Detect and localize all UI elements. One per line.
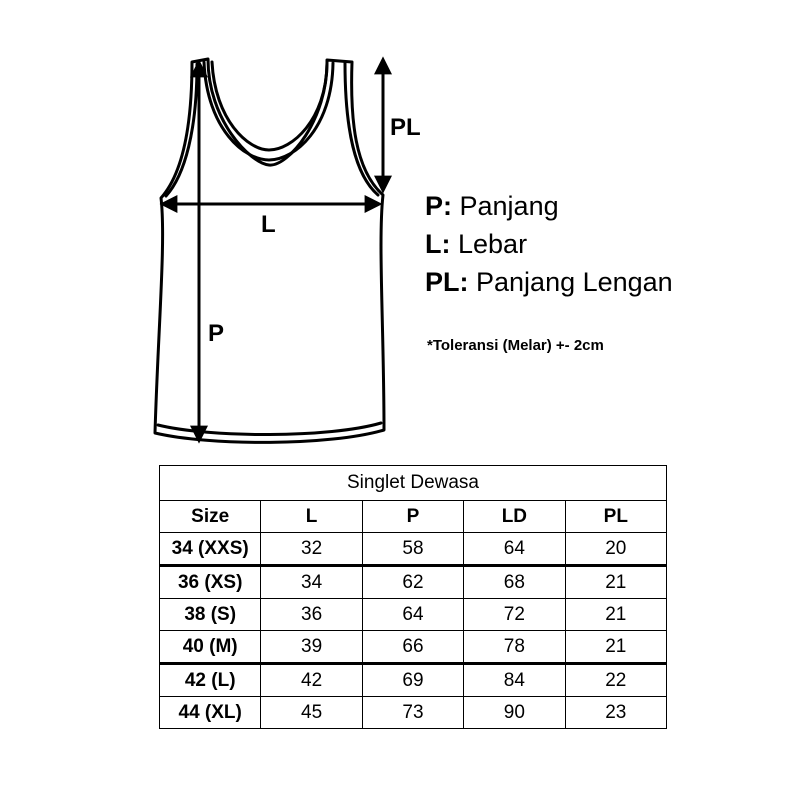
size-cell: 40 (M) [160, 631, 261, 664]
legend-text: Lebar [458, 229, 528, 259]
table-row [160, 566, 667, 599]
legend-key: L: [425, 229, 451, 259]
l-cell: 34 [261, 566, 362, 599]
singlet-outline [155, 59, 384, 442]
p-cell: 58 [362, 533, 463, 566]
pl-cell: 21 [565, 631, 666, 664]
table-row [160, 599, 667, 631]
l-cell: 42 [261, 664, 362, 697]
size-table [159, 465, 667, 729]
ld-cell: 78 [464, 631, 565, 664]
table-row [160, 533, 667, 566]
header-pl: PL [565, 501, 666, 533]
l-cell: 32 [261, 533, 362, 566]
size-cell: 44 (XL) [160, 697, 261, 729]
size-cell: 34 (XXS) [160, 533, 261, 566]
p-cell: 69 [362, 664, 463, 697]
size-cell: 36 (XS) [160, 566, 261, 599]
table-row [160, 631, 667, 664]
measurement-arrows [163, 60, 383, 440]
legend-text: Panjang Lengan [476, 267, 673, 297]
header-l: L [261, 501, 362, 533]
table-row [160, 697, 667, 729]
legend-key: PL: [425, 267, 469, 297]
header-size: Size [160, 501, 261, 533]
pl-cell: 22 [565, 664, 666, 697]
ld-cell: 68 [464, 566, 565, 599]
size-cell: 42 (L) [160, 664, 261, 697]
legend-item-p [425, 193, 559, 220]
legend-item-pl [425, 269, 673, 296]
legend-item-l [425, 231, 527, 258]
p-cell: 62 [362, 566, 463, 599]
ld-cell: 72 [464, 599, 565, 631]
legend-key: P: [425, 191, 452, 221]
l-dimension-label: L [261, 211, 276, 238]
l-cell: 45 [261, 697, 362, 729]
pl-dimension-label: PL [390, 114, 421, 141]
p-cell: 64 [362, 599, 463, 631]
pl-cell: 21 [565, 566, 666, 599]
pl-cell: 21 [565, 599, 666, 631]
ld-cell: 84 [464, 664, 565, 697]
header-ld: LD [464, 501, 565, 533]
p-cell: 73 [362, 697, 463, 729]
l-cell: 39 [261, 631, 362, 664]
pl-cell: 20 [565, 533, 666, 566]
table-row [160, 664, 667, 697]
tolerance-note: *Toleransi (Melar) +- 2cm [427, 337, 604, 354]
ld-cell: 64 [464, 533, 565, 566]
header-p: P [362, 501, 463, 533]
l-cell: 36 [261, 599, 362, 631]
pl-cell: 23 [565, 697, 666, 729]
ld-cell: 90 [464, 697, 565, 729]
table-title: Singlet Dewasa [160, 466, 667, 501]
size-cell: 38 (S) [160, 599, 261, 631]
p-cell: 66 [362, 631, 463, 664]
p-dimension-label: P [208, 320, 225, 347]
legend-text: Panjang [459, 191, 559, 221]
